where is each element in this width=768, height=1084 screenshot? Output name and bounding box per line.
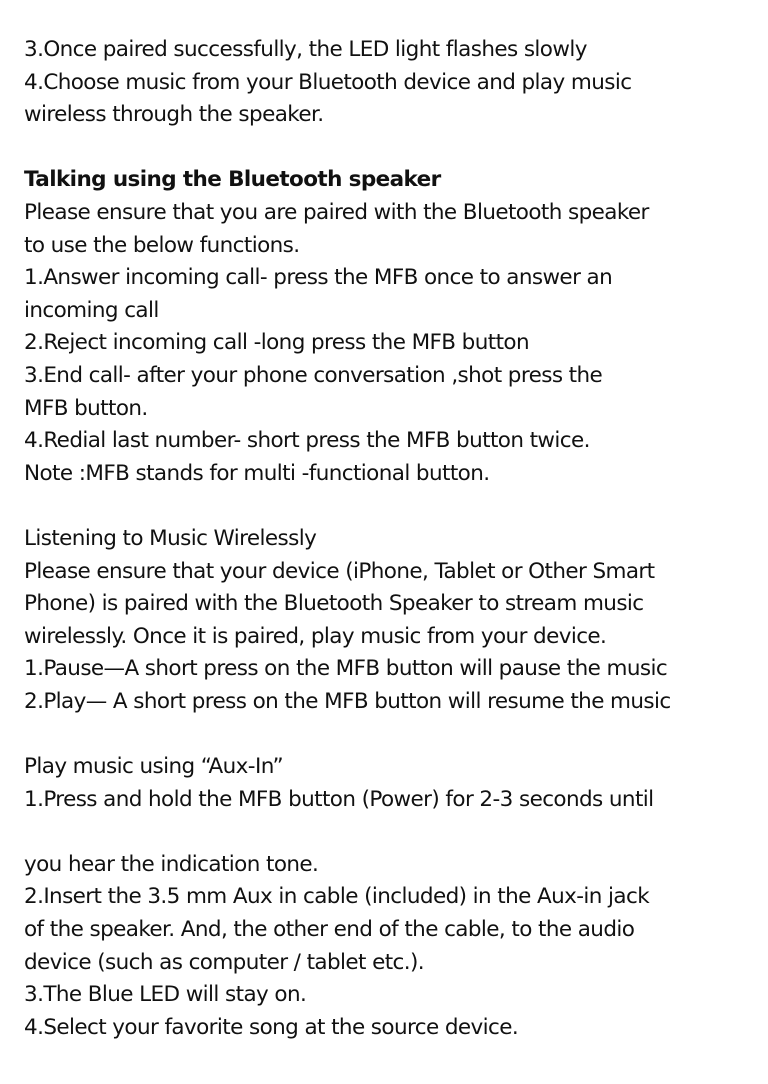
text-line: of the speaker. And, the other end of the cable, to the audio [24,917,635,943]
text-line: 2.Reject incoming call -long press the MFB button [24,330,529,356]
paragraph-gap [24,132,754,165]
text-line: Note :MFB stands for multi -functional button. [24,460,490,486]
text-line: wirelessly. Once it is paired, play music from your device. [24,623,607,649]
paragraph-gap [24,816,754,849]
text-line: Phone) is paired with the Bluetooth Speaker to stream music [24,591,644,617]
talking-section [24,164,754,490]
text-line: 4.Redial last number- short press the MFB button twice. [24,428,590,454]
pairing-steps-section [24,34,754,132]
section-heading: Talking using the Bluetooth speaker [24,167,441,193]
text-line: 3.The Blue LED will stay on. [24,982,307,1008]
text-line: to use the below functions. [24,232,300,258]
text-line: 4.Select your favorite song at the source device. [24,1014,519,1040]
paragraph-gap [24,490,754,523]
aux-in-steps-section [24,849,754,1045]
section-heading: Listening to Music Wirelessly [24,525,317,551]
manual-page [24,34,754,1044]
text-line: 3.End call- after your phone conversation ,shot press the [24,362,603,388]
text-line: Please ensure that your device (iPhone, Tablet or Other Smart [24,558,655,584]
music-wireless-section [24,523,754,719]
text-line: 4.Choose music from your Bluetooth device and play music [24,69,632,95]
text-line: 1.Answer incoming call- press the MFB once to answer an [24,265,613,291]
text-line: MFB button. [24,395,148,421]
text-line: wireless through the speaker. [24,102,324,128]
text-line: incoming call [24,297,159,323]
text-line: Please ensure that you are paired with the Bluetooth speaker [24,199,649,225]
text-line: device (such as computer / tablet etc.). [24,949,425,975]
text-line: 3.Once paired successfully, the LED light flashes slowly [24,37,587,62]
text-line: you hear the indication tone. [24,851,319,877]
aux-in-section [24,751,754,816]
section-heading: Play music using “Aux-In” [24,754,284,780]
paragraph-gap [24,718,754,751]
text-line: 1.Pause—A short press on the MFB button will pause the music [24,656,668,682]
text-line: 2.Insert the 3.5 mm Aux in cable (included) in the Aux-in jack [24,884,650,910]
text-line: 1.Press and hold the MFB button (Power) for 2-3 seconds until [24,786,654,812]
text-line: 2.Play— A short press on the MFB button will resume the music [24,688,671,714]
